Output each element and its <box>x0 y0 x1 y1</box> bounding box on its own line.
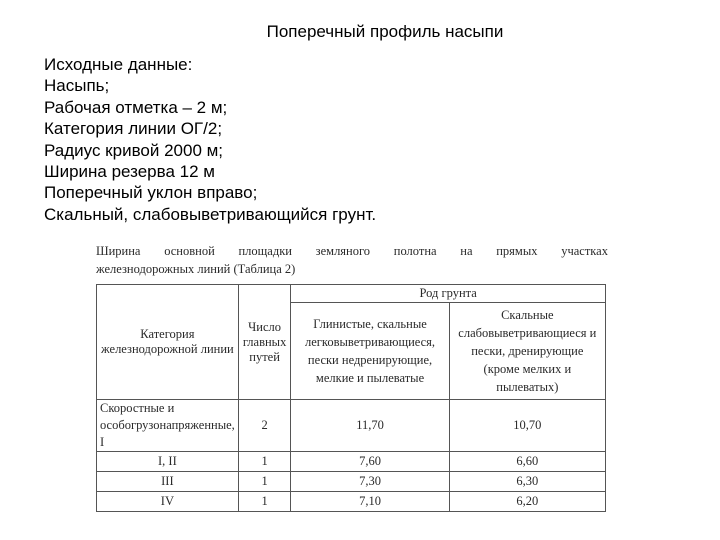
table-row <box>97 492 606 512</box>
cell-category: Скоростные и особогрузонапряженные, I <box>97 400 239 452</box>
cell-value-soil2: 6,20 <box>449 492 605 512</box>
cell-value-soil1: 7,10 <box>291 492 449 512</box>
param-line-category: Категория линии ОГ/2; <box>44 119 223 139</box>
caption-word: на <box>460 244 473 258</box>
header-soil-group: Род грунта <box>291 285 606 303</box>
caption-word: земляного <box>315 244 371 258</box>
table-row <box>97 472 606 492</box>
cell-tracks: 1 <box>238 452 291 472</box>
cell-tracks: 1 <box>238 492 291 512</box>
caption-word: полотна <box>393 244 437 258</box>
table-row <box>97 400 606 452</box>
caption-line-2: железнодорожных линий (Таблица 2) <box>96 262 296 276</box>
table-row <box>97 452 606 472</box>
header-soil-clay: Глинистые, скальные легковыветривающиеся, пески недренирующие, мелкие и пылеватые <box>291 303 449 400</box>
cell-value-soil2: 6,60 <box>449 452 605 472</box>
cell-category: I, II <box>97 452 239 472</box>
param-embankment: Насыпь; <box>44 76 110 96</box>
page-title: Поперечный профиль насыпи <box>266 22 504 41</box>
caption-word: Ширина <box>96 244 141 258</box>
initial-data-list <box>44 54 376 225</box>
cell-category: IV <box>97 492 239 512</box>
cell-tracks: 1 <box>238 472 291 492</box>
caption-word: участках <box>561 244 608 258</box>
caption-word: прямых <box>496 244 538 258</box>
cell-tracks: 2 <box>238 400 291 452</box>
caption-word: основной <box>164 244 215 258</box>
cell-value-soil2: 6,30 <box>449 472 605 492</box>
initial-data-heading: Исходные данные: <box>44 55 193 74</box>
param-soil: Скальный, слабовыветривающийся грунт. <box>44 204 377 224</box>
table-caption <box>96 242 608 278</box>
caption-word: площадки <box>238 244 292 258</box>
cell-value-soil1: 7,60 <box>291 452 449 472</box>
header-soil-rock: Скальные слабовыветривающиеся и пески, дренирующие (кроме мелких и пылеватых) <box>449 303 605 400</box>
header-category: Категория железнодорожной линии <box>97 285 239 400</box>
subgrade-width-table <box>96 284 606 512</box>
header-tracks: Число главных путей <box>238 285 291 400</box>
param-cross-slope: Поперечный уклон вправо; <box>44 183 258 203</box>
param-curve-radius: Радиус кривой 2000 м; <box>44 140 224 160</box>
cell-category: III <box>97 472 239 492</box>
cell-value-soil1: 7,30 <box>291 472 449 492</box>
param-working-mark: Рабочая отметка – 2 м; <box>44 97 228 117</box>
cell-value-soil1: 11,70 <box>291 400 449 452</box>
scanned-table-excerpt <box>96 242 608 512</box>
param-reserve-width: Ширина резерва 12 м <box>44 162 215 182</box>
cell-value-soil2: 10,70 <box>449 400 605 452</box>
